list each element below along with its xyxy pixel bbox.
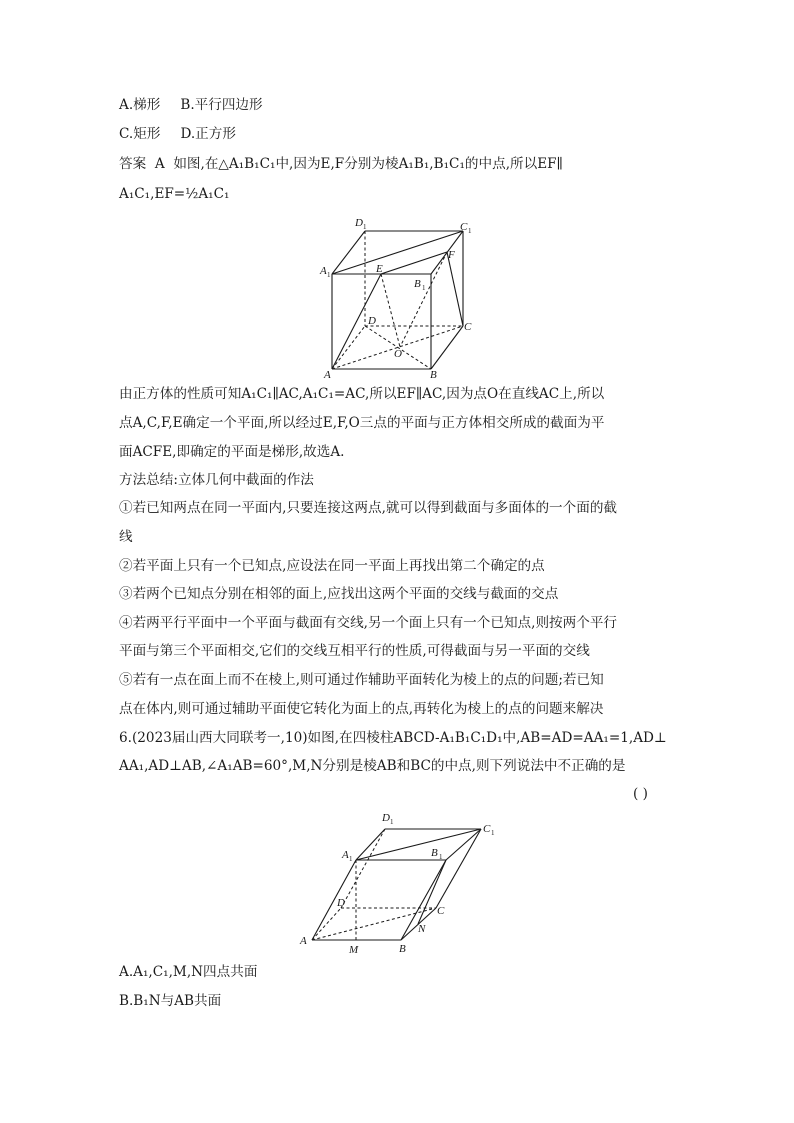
svg-text:C: C: [483, 823, 491, 835]
question6-line-1: 6.(2023届山西大同联考一,10)如图,在四棱柱ABCD-A₁B₁C₁D₁中,AB=AD=AA₁=1,AD⊥: [119, 730, 667, 746]
label2-d1: [381, 812, 394, 826]
option-a: A.梯形: [119, 97, 161, 113]
method-2: ②若平面上只有一个已知点,应设法在同一平面上再找出第二个确定的点: [119, 558, 545, 574]
option-c: C.矩形: [119, 126, 161, 142]
label2-n: N: [418, 923, 426, 935]
option-row-2: [119, 124, 236, 144]
svg-text:1: 1: [327, 271, 331, 279]
svg-text:1: 1: [349, 855, 353, 863]
svg-text:B: B: [431, 847, 438, 859]
svg-text:C: C: [460, 221, 468, 233]
question6-option-b: B.B₁N与AB共面: [119, 993, 222, 1009]
svg-text:1: 1: [491, 829, 495, 837]
answer-label: 答案: [119, 156, 147, 172]
svg-text:1: 1: [363, 223, 367, 231]
answer-line-2: A₁C₁,EF=½A₁C₁: [119, 186, 230, 202]
explanation-line-2: 点A,C,F,E确定一个平面,所以经过E,F,O三点的平面与正方体相交所成的截面为平: [119, 415, 605, 431]
label-d1: [354, 217, 367, 231]
svg-text:A: A: [342, 849, 349, 861]
method-1a: ①若已知两点在同一平面内,只要连接这两点,就可以得到截面与多面体的一个面的截: [119, 500, 618, 516]
method-3: ③若两个已知点分别在相邻的面上,应找出这两个平面的交线与截面的交点: [119, 586, 559, 602]
label2-a: A: [300, 935, 307, 947]
answer-paren: ( ): [633, 786, 648, 802]
svg-text:1: 1: [390, 818, 394, 826]
svg-text:D: D: [355, 217, 363, 229]
label2-d: D: [337, 897, 345, 909]
label-d: D: [368, 315, 376, 327]
option-row-1: [119, 95, 263, 115]
explanation-line-1: 由正方体的性质可知A₁C₁∥AC,A₁C₁=AC,所以EF∥AC,因为点O在直线AC上,所以: [119, 386, 605, 402]
question6-line-2: AA₁,AD⊥AB,∠A₁AB=60°,M,N分别是棱AB和BC的中点,则下列说法中不正确的是: [119, 758, 626, 774]
label2-b: B: [399, 943, 406, 955]
cube-figure: [318, 212, 478, 380]
method-4b: 平面与第三个平面相交,它们的交线互相平行的性质,可得截面与另一平面的交线: [119, 643, 590, 659]
label2-c1: [483, 823, 495, 837]
option-b: B.平行四边形: [180, 97, 263, 113]
svg-text:B: B: [414, 278, 421, 290]
answer-text-1: 如图,在△A₁B₁C₁中,因为E,F分别为棱A₁B₁,B₁C₁的中点,所以EF∥: [173, 156, 563, 172]
prism-figure: [296, 808, 504, 960]
svg-text:1: 1: [422, 284, 426, 292]
label2-a1: [341, 849, 353, 863]
label-a: A: [324, 369, 331, 380]
svg-text:1: 1: [468, 227, 472, 235]
label-b1: [414, 278, 426, 292]
svg-text:A: A: [320, 265, 327, 277]
method-4a: ④若两平行平面中一个平面与截面有交线,另一个面上只有一个已知点,则按两个平行: [119, 615, 618, 631]
label2-b1: [431, 847, 443, 861]
label-c1: [460, 221, 472, 235]
label-o: O: [394, 348, 402, 360]
label2-m: M: [349, 944, 359, 956]
answer-line-1: [119, 154, 563, 174]
label-a1: [319, 265, 331, 279]
option-d: D.正方形: [180, 126, 236, 142]
method-title: 方法总结:立体几何中截面的作法: [119, 472, 314, 488]
answer-choice: A: [154, 156, 165, 172]
label-f: F: [448, 249, 455, 261]
question6-option-a: A.A₁,C₁,M,N四点共面: [119, 964, 258, 980]
method-1b: 线: [119, 529, 133, 545]
svg-text:D: D: [382, 812, 390, 824]
explanation-line-3: 面ACFE,即确定的平面是梯形,故选A.: [119, 444, 345, 460]
label-b: B: [430, 369, 437, 380]
label-c: C: [464, 321, 472, 333]
svg-text:1: 1: [439, 853, 443, 861]
method-5b: 点在体内,则可通过辅助平面使它转化为面上的点,再转化为棱上的点的问题来解决: [119, 701, 604, 717]
method-5a: ⑤若有一点在面上而不在棱上,则可通过作辅助平面转化为棱上的点的问题;若已知: [119, 672, 604, 688]
label-e: E: [376, 263, 383, 275]
label2-c: C: [437, 905, 445, 917]
